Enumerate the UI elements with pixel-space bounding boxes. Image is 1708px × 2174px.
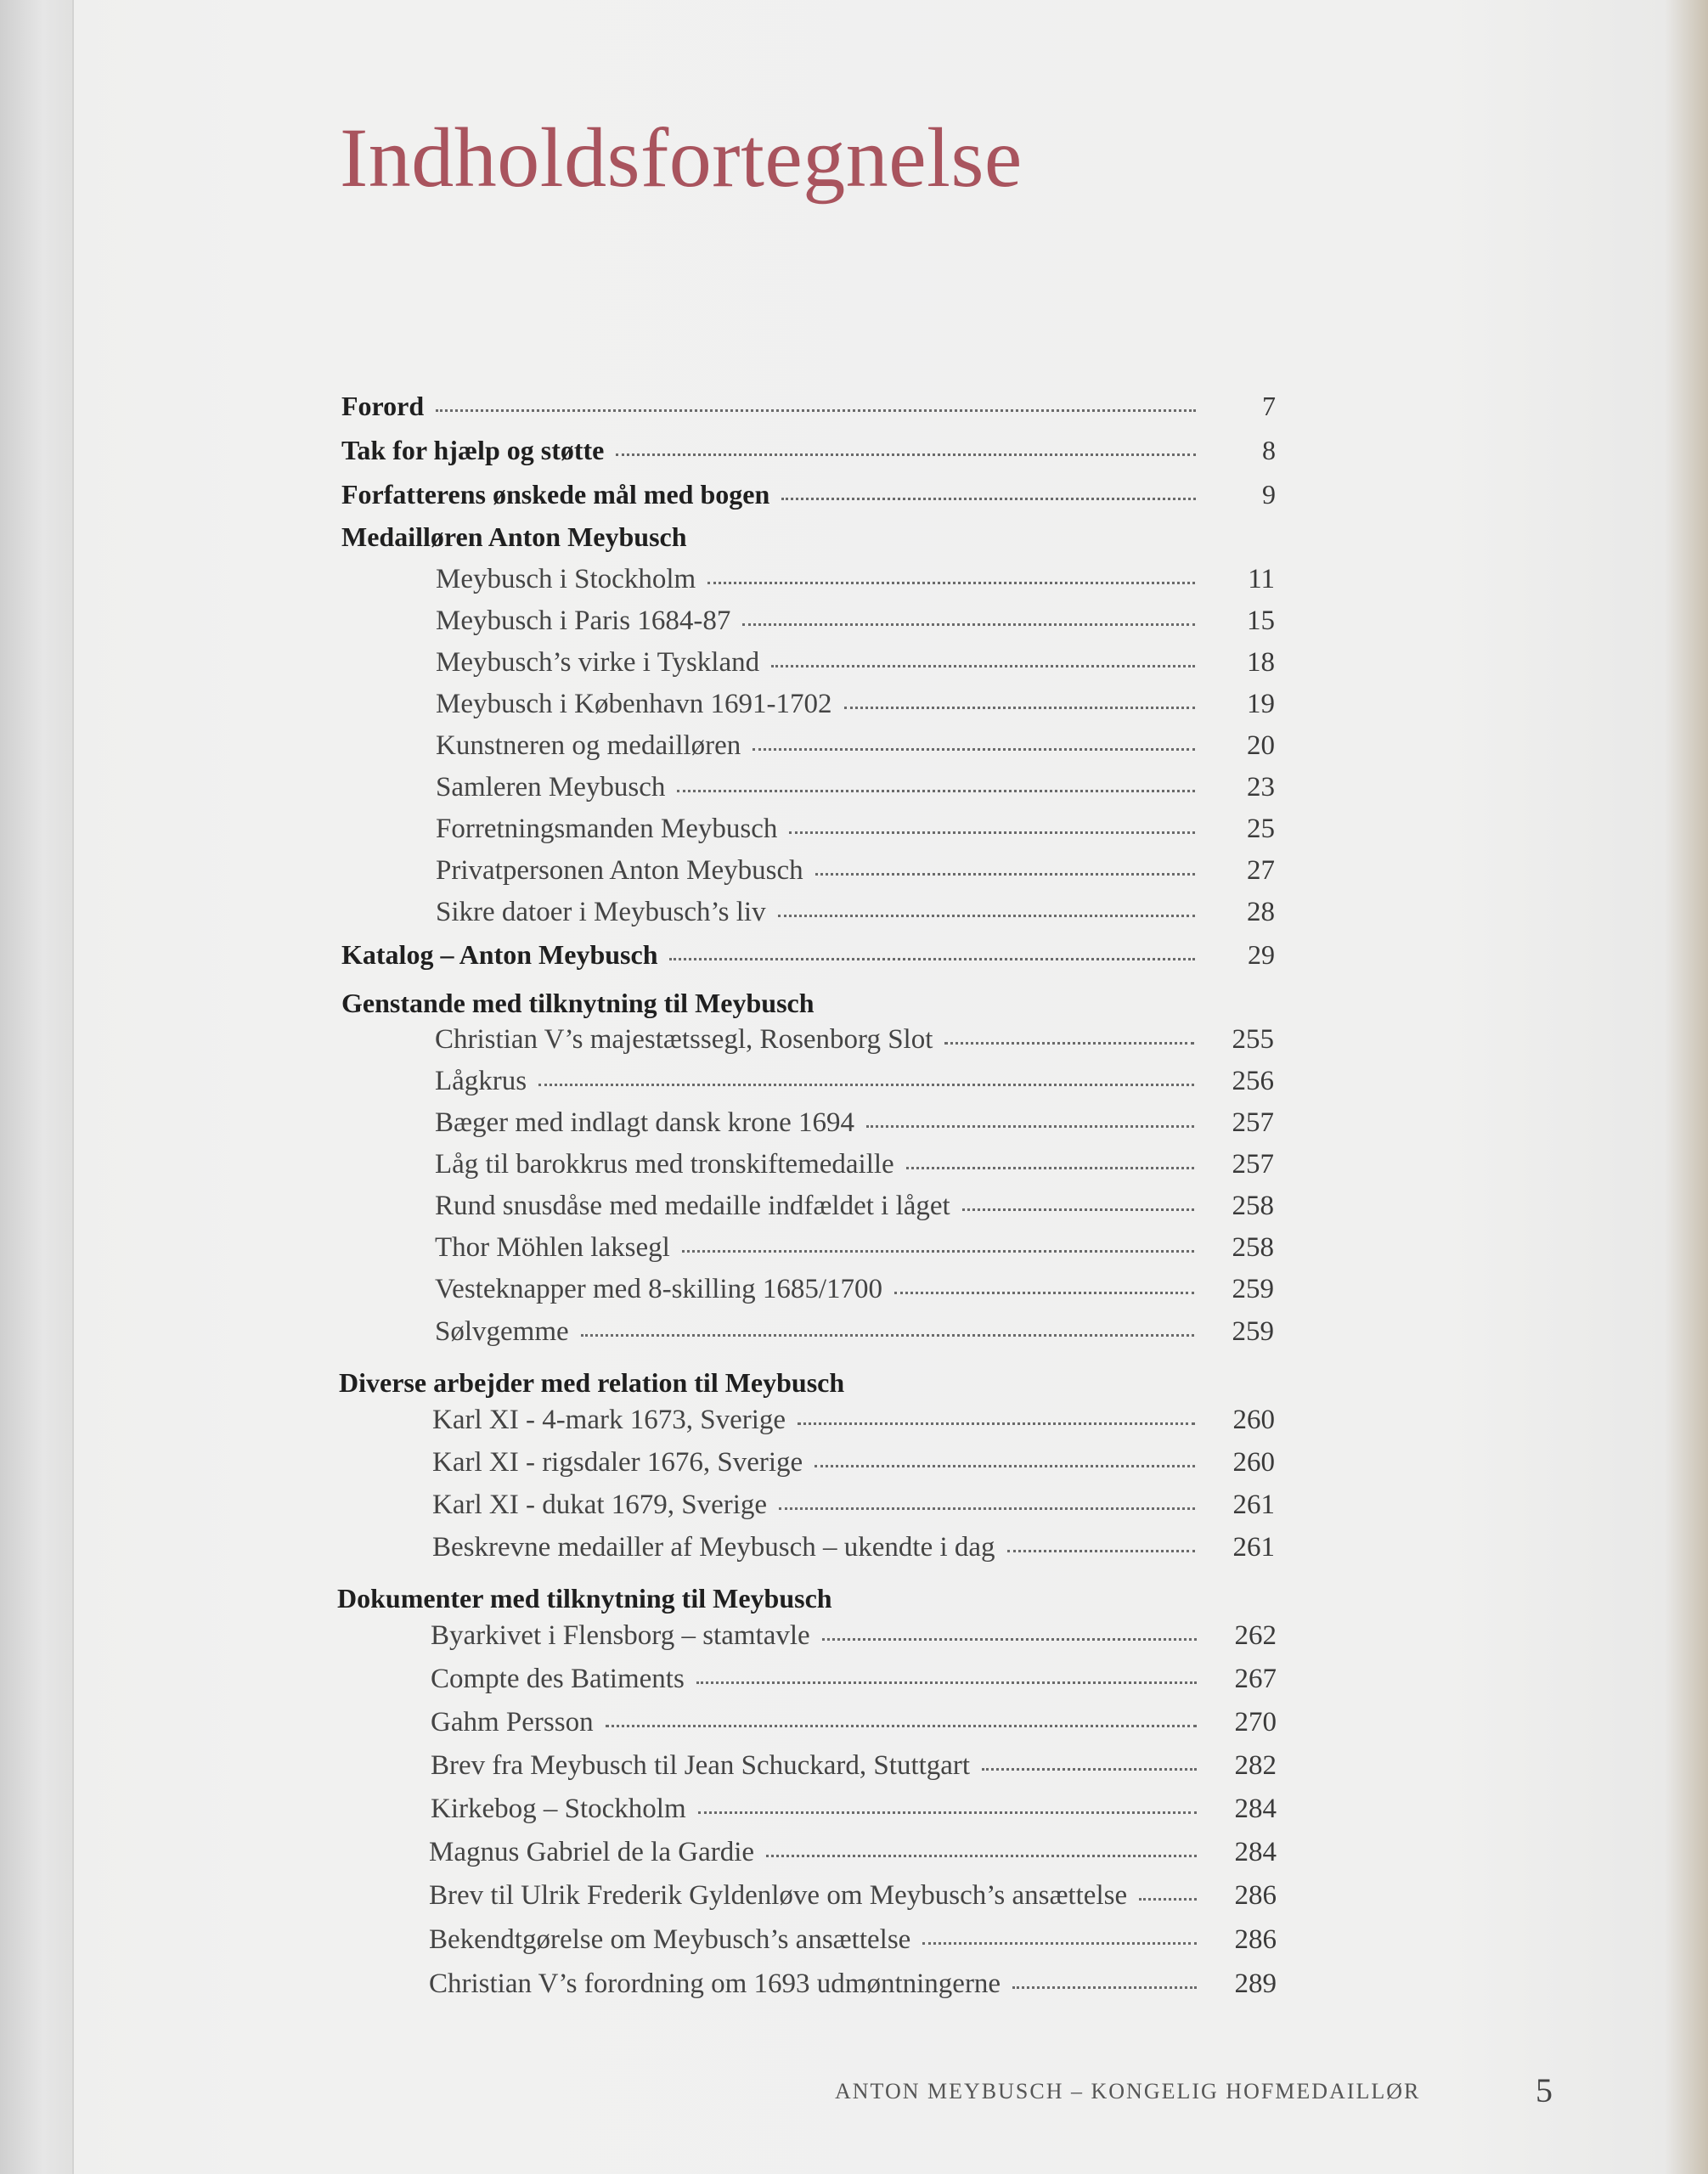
toc-entry: [432, 1532, 1275, 1573]
toc-entry: [436, 897, 1275, 938]
toc-leader-dots: [944, 1037, 1194, 1045]
toc-section-heading: Genstande med tilknytning til Meybusch: [341, 988, 815, 1018]
toc-entry-label: Sølvgemme: [435, 1316, 569, 1347]
toc-leader-dots: [815, 1460, 1195, 1467]
toc-leader-dots: [696, 1676, 1197, 1684]
toc-entry-page: 15: [1247, 605, 1275, 636]
toc-leader-dots: [616, 448, 1196, 456]
toc-leader-dots: [789, 826, 1195, 834]
toc-entry-label: Bekendtgørelse om Meybusch’s ansættelse: [429, 1924, 911, 1955]
toc-entry-label: Gahm Persson: [431, 1707, 594, 1738]
toc-entry-page: 256: [1232, 1066, 1274, 1096]
toc-leader-dots: [779, 1502, 1195, 1510]
toc-entry: [432, 1490, 1275, 1530]
toc-entry-page: 258: [1232, 1232, 1274, 1263]
toc-entry-page: 8: [1262, 435, 1276, 465]
toc-entry: [431, 1664, 1277, 1704]
toc-entry: [436, 564, 1275, 605]
toc-leader-dots: [1012, 1981, 1197, 1989]
toc-entry-label: Byarkivet i Flensborg – stamtavle: [431, 1620, 810, 1651]
toc-leader-dots: [982, 1763, 1197, 1771]
toc-entry: [341, 435, 1276, 476]
toc-entry-label: Kunstneren og medailløren: [436, 730, 741, 761]
toc-entry-page: 282: [1234, 1750, 1277, 1781]
toc-entry-label: Kirkebog – Stockholm: [431, 1794, 686, 1824]
toc-entry-label: Privatpersonen Anton Meybusch: [436, 855, 803, 886]
toc-entry-label: Vesteknapper med 8-skilling 1685/1700: [435, 1274, 883, 1304]
toc-leader-dots: [436, 404, 1196, 412]
toc-leader-dots: [1007, 1545, 1195, 1552]
toc-entry: [435, 1066, 1274, 1107]
toc-entry-label: Meybusch i Paris 1684-87: [436, 605, 731, 636]
toc-entry-label: Samleren Meybusch: [436, 772, 666, 803]
toc-entry-page: 20: [1247, 730, 1275, 761]
toc-entry-page: 11: [1248, 564, 1275, 594]
toc-entry-label: Karl XI - 4-mark 1673, Sverige: [432, 1405, 786, 1435]
toc-leader-dots: [742, 618, 1195, 626]
book-gutter: [0, 0, 74, 2174]
toc-entry: [436, 772, 1275, 813]
toc-entry-page: 23: [1247, 772, 1275, 803]
toc-entry-page: 270: [1234, 1707, 1277, 1738]
toc-entry-label: Katalog – Anton Meybusch: [341, 939, 658, 970]
toc-entry: [429, 1837, 1277, 1878]
toc-leader-dots: [581, 1329, 1194, 1337]
toc-leader-dots: [866, 1120, 1194, 1128]
toc-leader-dots: [682, 1245, 1194, 1253]
toc-entry: [431, 1750, 1277, 1791]
toc-entry: [431, 1620, 1277, 1661]
toc-entry-label: Sikre datoer i Meybusch’s liv: [436, 897, 766, 927]
toc-entry: [341, 939, 1275, 980]
toc-entry-page: 286: [1234, 1924, 1277, 1955]
toc-entry-label: Forfatterens ønskede mål med bogen: [341, 479, 770, 510]
toc-leader-dots: [815, 868, 1195, 876]
toc-entry: [431, 1794, 1277, 1834]
toc-entry-label: Karl XI - dukat 1679, Sverige: [432, 1490, 768, 1520]
toc-entry-label: Meybusch’s virke i Tyskland: [436, 647, 760, 678]
toc-entry-label: Magnus Gabriel de la Gardie: [429, 1837, 755, 1867]
toc-entry: [432, 1405, 1275, 1445]
toc-entry-page: 260: [1232, 1405, 1275, 1435]
toc-leader-dots: [822, 1633, 1197, 1641]
toc-entry-page: 259: [1232, 1316, 1274, 1347]
running-footer: ANTON MEYBUSCH – KONGELIG HOFMEDAILLØR: [835, 2079, 1421, 2104]
toc-entry-label: Meybusch i København 1691-1702: [436, 689, 832, 719]
toc-leader-dots: [922, 1937, 1197, 1945]
toc-entry-page: 260: [1232, 1447, 1275, 1478]
toc-leader-dots: [538, 1079, 1194, 1086]
toc-entry: [431, 1707, 1277, 1748]
toc-leader-dots: [669, 953, 1195, 960]
toc-entry-page: 284: [1234, 1794, 1277, 1824]
toc-entry-page: 261: [1232, 1490, 1275, 1520]
toc-section-heading: Diverse arbejder med relation til Meybusch: [339, 1367, 845, 1398]
toc-entry: [436, 814, 1275, 854]
toc-entry-page: 9: [1262, 479, 1276, 510]
toc-entry-label: Karl XI - rigsdaler 1676, Sverige: [432, 1447, 803, 1478]
toc-entry: [435, 1107, 1274, 1148]
toc-entry-label: Rund snusdåse med medaille indfældet i låget: [435, 1191, 950, 1221]
toc-entry-page: 284: [1234, 1837, 1277, 1867]
toc-entry-label: Lågkrus: [435, 1066, 527, 1096]
toc-entry-label: Christian V’s forordning om 1693 udmøntningerne: [429, 1968, 1001, 1999]
toc-entry-page: 19: [1247, 689, 1275, 719]
toc-entry-page: 289: [1234, 1968, 1277, 1999]
toc-leader-dots: [1139, 1893, 1197, 1901]
toc-leader-dots: [707, 577, 1195, 584]
toc-leader-dots: [677, 785, 1195, 792]
toc-entry: [429, 1968, 1277, 2009]
toc-entry-page: 257: [1232, 1107, 1274, 1138]
toc-leader-dots: [962, 1203, 1194, 1211]
toc-leader-dots: [906, 1162, 1194, 1169]
toc-entry-label: Tak for hjælp og støtte: [341, 435, 605, 465]
toc-entry-page: 257: [1232, 1149, 1274, 1180]
toc-entry: [435, 1191, 1274, 1231]
toc-entry-label: Christian V’s majestætssegl, Rosenborg Slot: [435, 1024, 933, 1055]
toc-entry: [435, 1024, 1274, 1065]
page-title: Indholdsfortegnelse: [340, 110, 1023, 205]
toc-section-heading: Dokumenter med tilknytning til Meybusch: [337, 1583, 832, 1614]
toc-leader-dots: [778, 910, 1195, 917]
toc-entry-label: Forretningsmanden Meybusch: [436, 814, 778, 844]
toc-entry-page: 259: [1232, 1274, 1274, 1304]
toc-entry-label: Låg til barokkrus med tronskiftemedaille: [435, 1149, 894, 1180]
toc-entry: [435, 1232, 1274, 1273]
page-number: 5: [1536, 2071, 1553, 2109]
toc-section-heading: Medailløren Anton Meybusch: [341, 521, 687, 552]
toc-entry: [341, 479, 1276, 520]
toc-entry-page: 18: [1247, 647, 1275, 678]
toc-entry: [435, 1274, 1274, 1315]
toc-entry-page: 262: [1234, 1620, 1277, 1651]
toc-entry: [429, 1924, 1277, 1965]
toc-entry-page: 25: [1247, 814, 1275, 844]
toc-entry-label: Meybusch i Stockholm: [436, 564, 696, 594]
toc-entry-page: 255: [1232, 1024, 1274, 1055]
toc-leader-dots: [781, 493, 1196, 500]
toc-entry-page: 261: [1232, 1532, 1275, 1563]
toc-entry: [436, 647, 1275, 688]
toc-leader-dots: [753, 743, 1195, 751]
toc-entry-label: Compte des Batiments: [431, 1664, 685, 1694]
toc-entry-label: Beskrevne medailler af Meybusch – ukendte i dag: [432, 1532, 995, 1563]
toc-entry-page: 29: [1248, 939, 1275, 970]
toc-entry: [341, 391, 1276, 431]
toc-entry-page: 28: [1247, 897, 1275, 927]
toc-leader-dots: [606, 1720, 1197, 1727]
toc-entry-page: 27: [1247, 855, 1275, 886]
toc-entry: [432, 1447, 1275, 1488]
toc-entry: [436, 689, 1275, 729]
toc-leader-dots: [771, 660, 1195, 667]
toc-entry: [435, 1316, 1274, 1357]
toc-entry-page: 258: [1232, 1191, 1274, 1221]
toc-entry: [429, 1880, 1277, 1921]
toc-entry-label: Brev fra Meybusch til Jean Schuckard, Stuttgart: [431, 1750, 971, 1781]
toc-entry: [436, 730, 1275, 771]
toc-leader-dots: [894, 1287, 1194, 1294]
toc-entry: [436, 605, 1275, 646]
toc-leader-dots: [698, 1806, 1197, 1814]
toc-leader-dots: [844, 701, 1195, 709]
toc-entry-label: Bæger med indlagt dansk krone 1694: [435, 1107, 855, 1138]
toc-entry-page: 267: [1234, 1664, 1277, 1694]
toc-entry-label: Forord: [341, 391, 425, 421]
toc-entry-label: Brev til Ulrik Frederik Gyldenløve om Meybusch’s ansættelse: [429, 1880, 1128, 1911]
toc-entry-page: 286: [1234, 1880, 1277, 1911]
toc-leader-dots: [798, 1417, 1195, 1425]
toc-leader-dots: [766, 1850, 1197, 1857]
toc-entry: [436, 855, 1275, 896]
toc-entry: [435, 1149, 1274, 1190]
toc-entry-page: 7: [1262, 391, 1276, 421]
toc-entry-label: Thor Möhlen laksegl: [435, 1232, 670, 1263]
